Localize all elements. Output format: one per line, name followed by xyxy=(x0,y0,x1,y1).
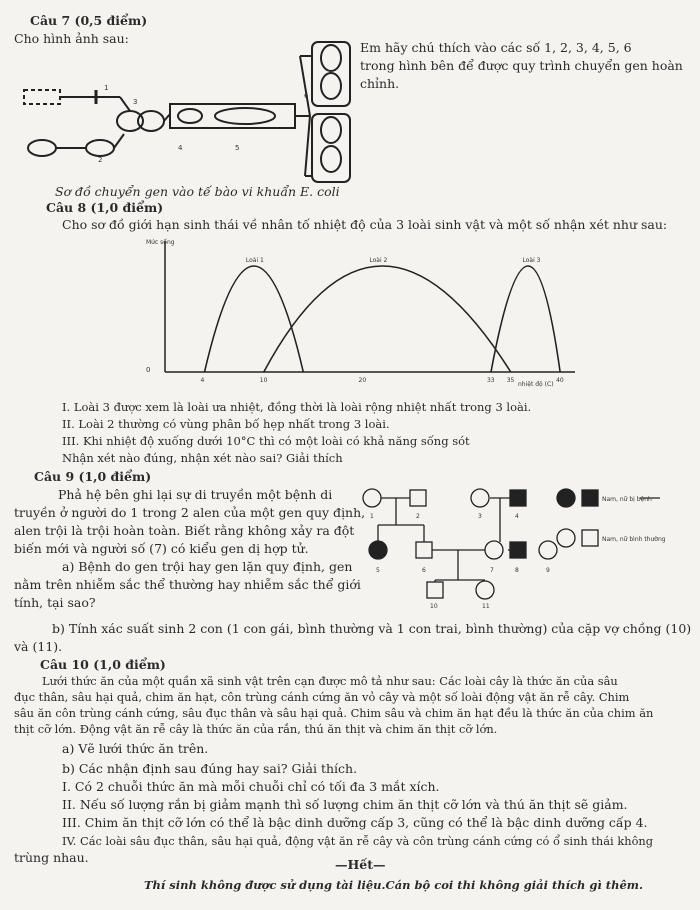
q9-question-b-cont: và (11). xyxy=(14,639,63,654)
x-tick-label: 10 xyxy=(259,377,268,384)
x-tick-label: 40 xyxy=(556,377,564,384)
q8-intro: Cho sơ đồ giới hạn sinh thái về nhân tố nhiệt độ của 3 loài sinh vật và một số nhận xét như sau: xyxy=(62,217,668,232)
q9-question-b: b) Tính xác suất sinh 2 con (1 con gái, bình thường và 1 con trai, bình thường) của cặp vợ chồng (10) xyxy=(52,621,692,636)
q7-desc-line: chỉnh. xyxy=(360,76,400,91)
q7-caption: Sơ đồ chuyển gen vào tế bào vi khuẩn E. coli xyxy=(55,184,340,199)
legend-normal-female xyxy=(557,529,575,547)
x-tick-label: 35 xyxy=(506,377,515,384)
q7-intro: Cho hình ảnh sau: xyxy=(14,31,129,46)
person-2 xyxy=(410,490,426,506)
gene-transfer-diagram xyxy=(20,38,360,186)
pedigree-number: 7 xyxy=(490,567,494,574)
label-4: 4 xyxy=(178,144,183,152)
label-1: 1 xyxy=(104,84,109,92)
x-tick-label: 4 xyxy=(200,377,205,384)
q10-para-line: sâu ăn côn trùng cánh cứng, sâu đục thân và sâu hại quả. Chim sâu và chim ăn hạt đều là thức ăn của chim ăn xyxy=(14,706,654,720)
q10-para-line: thịt cỡ lớn. Động vật ăn rễ cây là thức ăn của rắn, thú ăn thịt và chim ăn thịt cỡ lớn. xyxy=(14,722,498,736)
label-2: 2 xyxy=(98,156,103,164)
q8-statement: III. Khi nhiệt độ xuống dưới 10°C thì có một loài có khả năng sống sót xyxy=(62,434,470,448)
q10-question-b: b) Các nhận định sau đúng hay sai? Giải thích. xyxy=(62,761,358,776)
pedigree-number: 10 xyxy=(430,603,438,610)
pedigree-number: 1 xyxy=(370,513,374,520)
q9-line: biến mới và người số (7) có kiểu gen dị hợp tử. xyxy=(14,541,309,556)
q7-desc-line: trong hình bên để được quy trình chuyển gen hoàn xyxy=(360,58,683,73)
q9-line: nằm trên nhiễm sắc thể thường hay nhiễm sắc thể giới xyxy=(14,577,361,592)
person-10 xyxy=(427,582,443,598)
origin-label: 0 xyxy=(146,366,151,374)
q9-line: tính, tại sao? xyxy=(14,595,96,610)
legend-normal-male xyxy=(582,530,598,546)
footer-note: Thí sinh không được sử dụng tài liệu.Cán bộ coi thi không giải thích gì thêm. xyxy=(144,878,643,892)
series-curve-1 xyxy=(205,266,304,372)
person-5 xyxy=(369,541,387,559)
pedigree-number: 8 xyxy=(515,567,519,574)
label-5: 5 xyxy=(235,144,240,152)
q10-item: IV. Các loài sâu đục thân, sâu hại quả, động vật ăn rễ cây và côn trùng cánh cứng có ổ sinh thái không xyxy=(62,834,654,848)
pedigree-number: 4 xyxy=(515,513,519,520)
q9-line: alen trội là trội hoàn toàn. Biết rằng không xảy ra đột xyxy=(14,523,355,538)
person-7 xyxy=(485,541,503,559)
person-11 xyxy=(476,581,494,599)
q10-heading: Câu 10 (1,0 điểm) xyxy=(40,657,166,672)
q9-question-a: a) Bệnh do gen trội hay gen lặn quy định, gen xyxy=(62,559,353,574)
pedigree-number: 11 xyxy=(482,603,490,610)
series-group xyxy=(205,257,561,372)
q8-heading: Câu 8 (1,0 điểm) xyxy=(46,200,164,215)
series-label-3: Loài 3 xyxy=(522,257,541,264)
pedigree-number: 3 xyxy=(478,513,482,520)
legend-normal-label: Nam, nữ bình thường xyxy=(602,536,666,543)
q10-item: II. Nếu số lượng rắn bị giảm mạnh thì số lượng chim ăn thịt cỡ lớn và thú ăn thịt sẽ giảm. xyxy=(62,797,628,812)
series-curve-2 xyxy=(264,266,511,372)
person-1 xyxy=(363,489,381,507)
x-axis-label: nhiệt độ (C) xyxy=(518,381,554,388)
x-tick-label: 33 xyxy=(486,377,495,384)
y-axis-label: Mức sống xyxy=(146,239,175,246)
pedigree-number: 5 xyxy=(376,567,380,574)
pedigree-number: 6 xyxy=(422,567,426,574)
legend-sick-male xyxy=(582,490,598,506)
q7-desc-line: Em hãy chú thích vào các số 1, 2, 3, 4, 5, 6 xyxy=(360,40,632,55)
label-3: 3 xyxy=(133,98,138,106)
q7-heading: Câu 7 (0,5 điểm) xyxy=(30,13,148,28)
person-3 xyxy=(471,489,489,507)
pedigree-number: 2 xyxy=(416,513,420,520)
series-curve-3 xyxy=(491,266,560,372)
x-tick-label: 20 xyxy=(358,377,367,384)
legend-sick-female xyxy=(557,489,575,507)
series-label-2: Loài 2 xyxy=(369,257,388,264)
q10-para-line: đục thân, sâu hại quả, chim ăn hạt, côn trùng cánh cứng ăn vỏ cây và một số loài động vật ăn rễ cây. Chim xyxy=(14,690,630,704)
q9-heading: Câu 9 (1,0 điểm) xyxy=(34,469,152,484)
q10-question-a: a) Vẽ lưới thức ăn trên. xyxy=(62,741,209,756)
q10-item: I. Có 2 chuỗi thức ăn mà mỗi chuỗi chỉ có tối đa 3 mắt xích. xyxy=(62,779,440,794)
pedigree-number: 9 xyxy=(546,567,550,574)
q9-line: truyền ở người do 1 trong 2 alen của một gen quy định, xyxy=(14,505,366,520)
person-9 xyxy=(539,541,557,559)
q10-item: III. Chim ăn thịt cỡ lớn có thể là bậc dinh dưỡng cấp 3, cũng có thể là bậc dinh dưỡng cấp 4. xyxy=(62,815,648,830)
end-marker: —Hết— xyxy=(335,857,386,872)
q10-para-line: Lưới thức ăn của một quần xã sinh vật trên cạn được mô tả như sau: Các loài cây là thức ăn của sâu xyxy=(42,674,618,688)
tick-group xyxy=(201,377,564,384)
q8-statement: I. Loài 3 được xem là loài ưa nhiệt, đồng thời là loài rộng nhiệt nhất trong 3 loài. xyxy=(62,400,532,414)
legend-sick-label: Nam, nữ bị bệnh xyxy=(602,496,652,503)
person-4 xyxy=(510,490,526,506)
pedigree-chart xyxy=(360,480,690,610)
q8-question: Nhận xét nào đúng, nhận xét nào sai? Giải thích xyxy=(62,451,343,465)
q8-statement: II. Loài 2 thường có vùng phân bố hẹp nhất trong 3 loài. xyxy=(62,417,390,431)
label-6: 6 xyxy=(304,92,309,100)
person-6 xyxy=(416,542,432,558)
thermal-limit-chart xyxy=(130,236,590,394)
series-label-1: Loài 1 xyxy=(245,257,264,264)
q9-line: Phả hệ bên ghi lại sự di truyền một bệnh di xyxy=(58,487,333,502)
person-8 xyxy=(510,542,526,558)
q10-item-cont: trùng nhau. xyxy=(14,850,89,865)
